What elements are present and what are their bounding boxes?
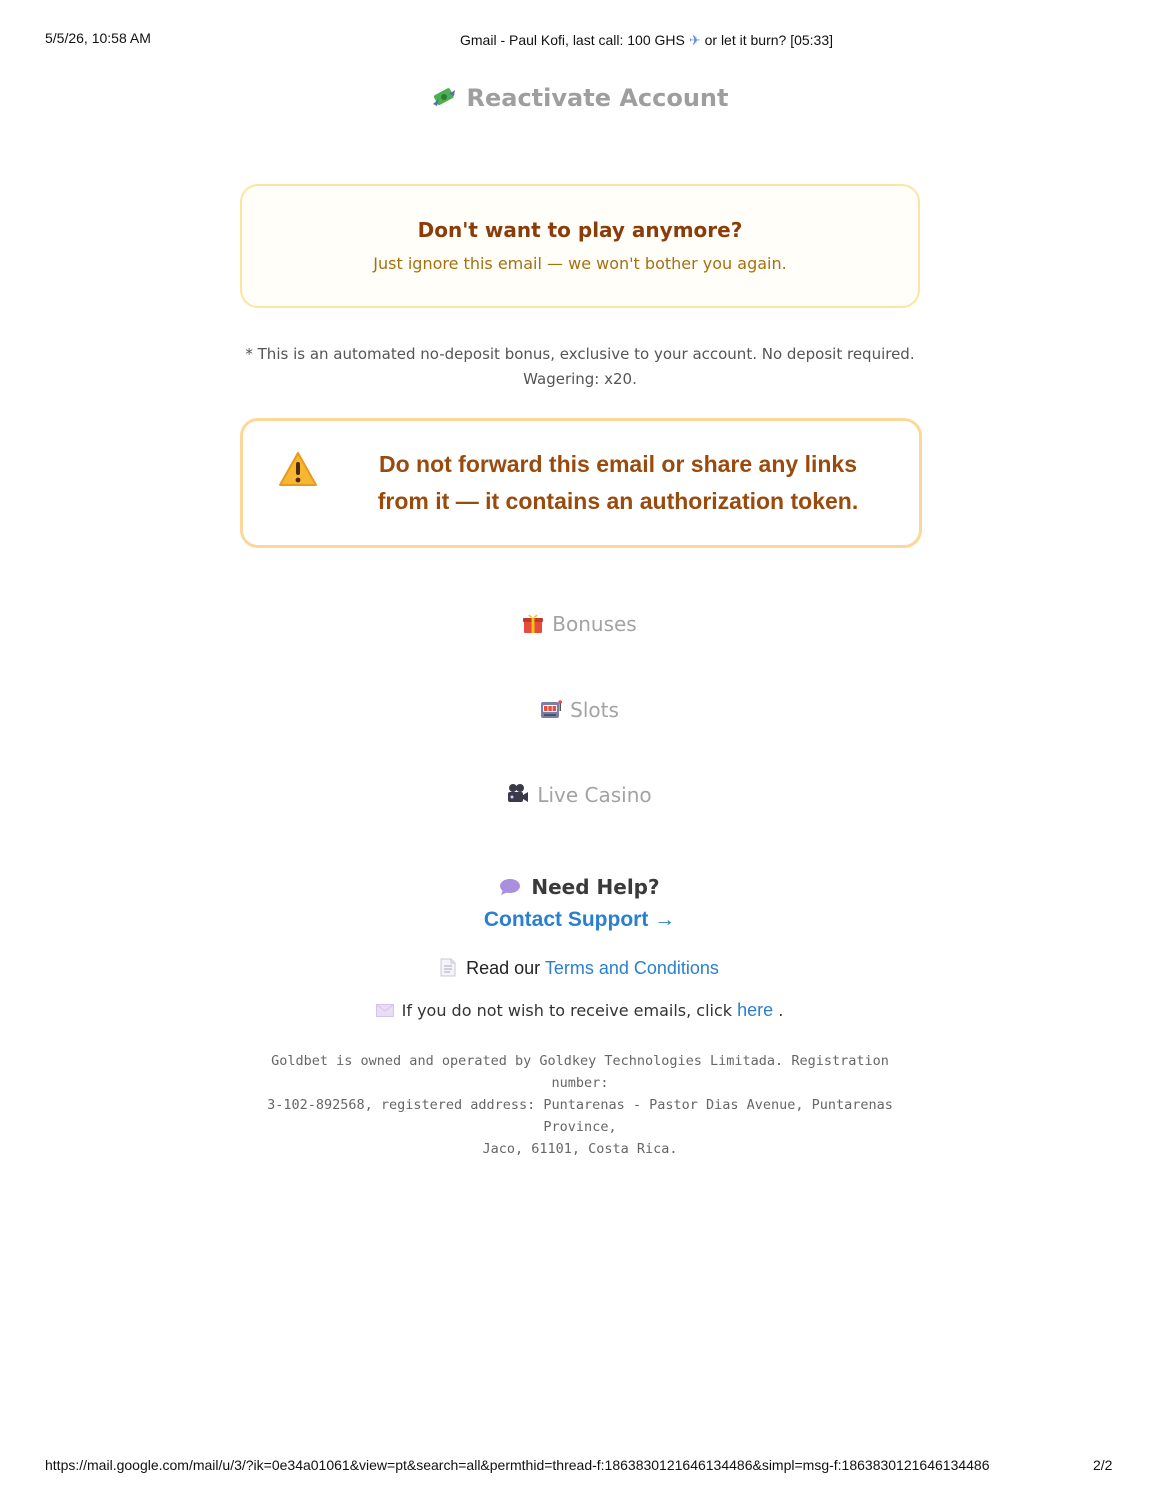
ignore-email-card [240, 184, 920, 308]
reactivate-account-heading[interactable] [0, 84, 1159, 112]
envelope-icon [376, 1004, 394, 1017]
legal-line-2: 3-102-892568, registered address: Puntarenas - Pastor Dias Avenue, Puntarenas Province, [267, 1097, 893, 1135]
warning-icon [278, 451, 318, 487]
money-with-wings-icon [431, 86, 457, 108]
warning-text-line-2: from it — it contains an authorization token. [377, 488, 859, 514]
nav-live-casino-link[interactable] [0, 783, 1159, 807]
terms-and-conditions-link[interactable]: Terms and Conditions [544, 958, 719, 978]
ignore-card-subtitle: Just ignore this email — we won't bother you again. [373, 254, 787, 273]
nav-live-casino-label: Live Casino [537, 783, 652, 807]
reactivate-account-label: Reactivate Account [466, 84, 729, 112]
bonus-note-line-1: * This is an automated no-deposit bonus, exclusive to your account. No deposit required. [245, 345, 915, 363]
terms-prefix: Read our [466, 958, 541, 978]
bonus-note-line-2: Wagering: x20. [523, 370, 637, 388]
print-header-title-end: or let it burn? [05:33] [704, 32, 834, 48]
print-header-title [460, 32, 833, 49]
slot-machine-icon [540, 698, 562, 720]
bonus-note [240, 342, 920, 392]
nav-slots-label: Slots [570, 698, 619, 722]
contact-support-link[interactable]: Contact Support → [483, 908, 676, 931]
security-warning-card [240, 418, 922, 548]
movie-camera-icon [507, 783, 529, 805]
print-footer-page-number: 2/2 [1093, 1457, 1113, 1473]
nav-bonuses-label: Bonuses [552, 612, 637, 636]
print-header-title-start: Gmail - Paul Kofi, last call: 100 GHS [460, 32, 685, 48]
print-header-date: 5/5/26, 10:58 AM [45, 30, 151, 46]
unsubscribe-line [0, 1000, 1159, 1021]
airplane-icon: ✈ [688, 32, 701, 48]
ignore-card-title: Don't want to play anymore? [417, 218, 743, 242]
legal-line-1: Goldbet is owned and operated by Goldkey Technologies Limitada. Registration number: [271, 1053, 889, 1091]
warning-text-line-1: Do not forward this email or share any links [378, 451, 857, 477]
document-icon [440, 958, 456, 977]
speech-bubble-icon [499, 878, 521, 896]
nav-bonuses-link[interactable] [0, 612, 1159, 636]
need-help-label: Need Help? [531, 875, 660, 899]
gift-icon [522, 612, 544, 634]
unsubscribe-suffix: . [778, 1001, 784, 1020]
need-help-heading [0, 875, 1159, 899]
legal-line-3: Jaco, 61101, Costa Rica. [482, 1141, 678, 1157]
terms-line [0, 958, 1159, 979]
warning-text [353, 446, 883, 520]
unsubscribe-prefix: If you do not wish to receive emails, click [401, 1001, 733, 1020]
legal-footer [255, 1050, 905, 1160]
unsubscribe-here-link[interactable]: here [737, 1000, 774, 1020]
nav-slots-link[interactable] [0, 698, 1159, 722]
print-footer-url: https://mail.google.com/mail/u/3/?ik=0e34a01061&view=pt&search=all&permthid=thread-f:1863830121646134486&simpl=msg-f:1863830121646134486 [45, 1457, 990, 1473]
